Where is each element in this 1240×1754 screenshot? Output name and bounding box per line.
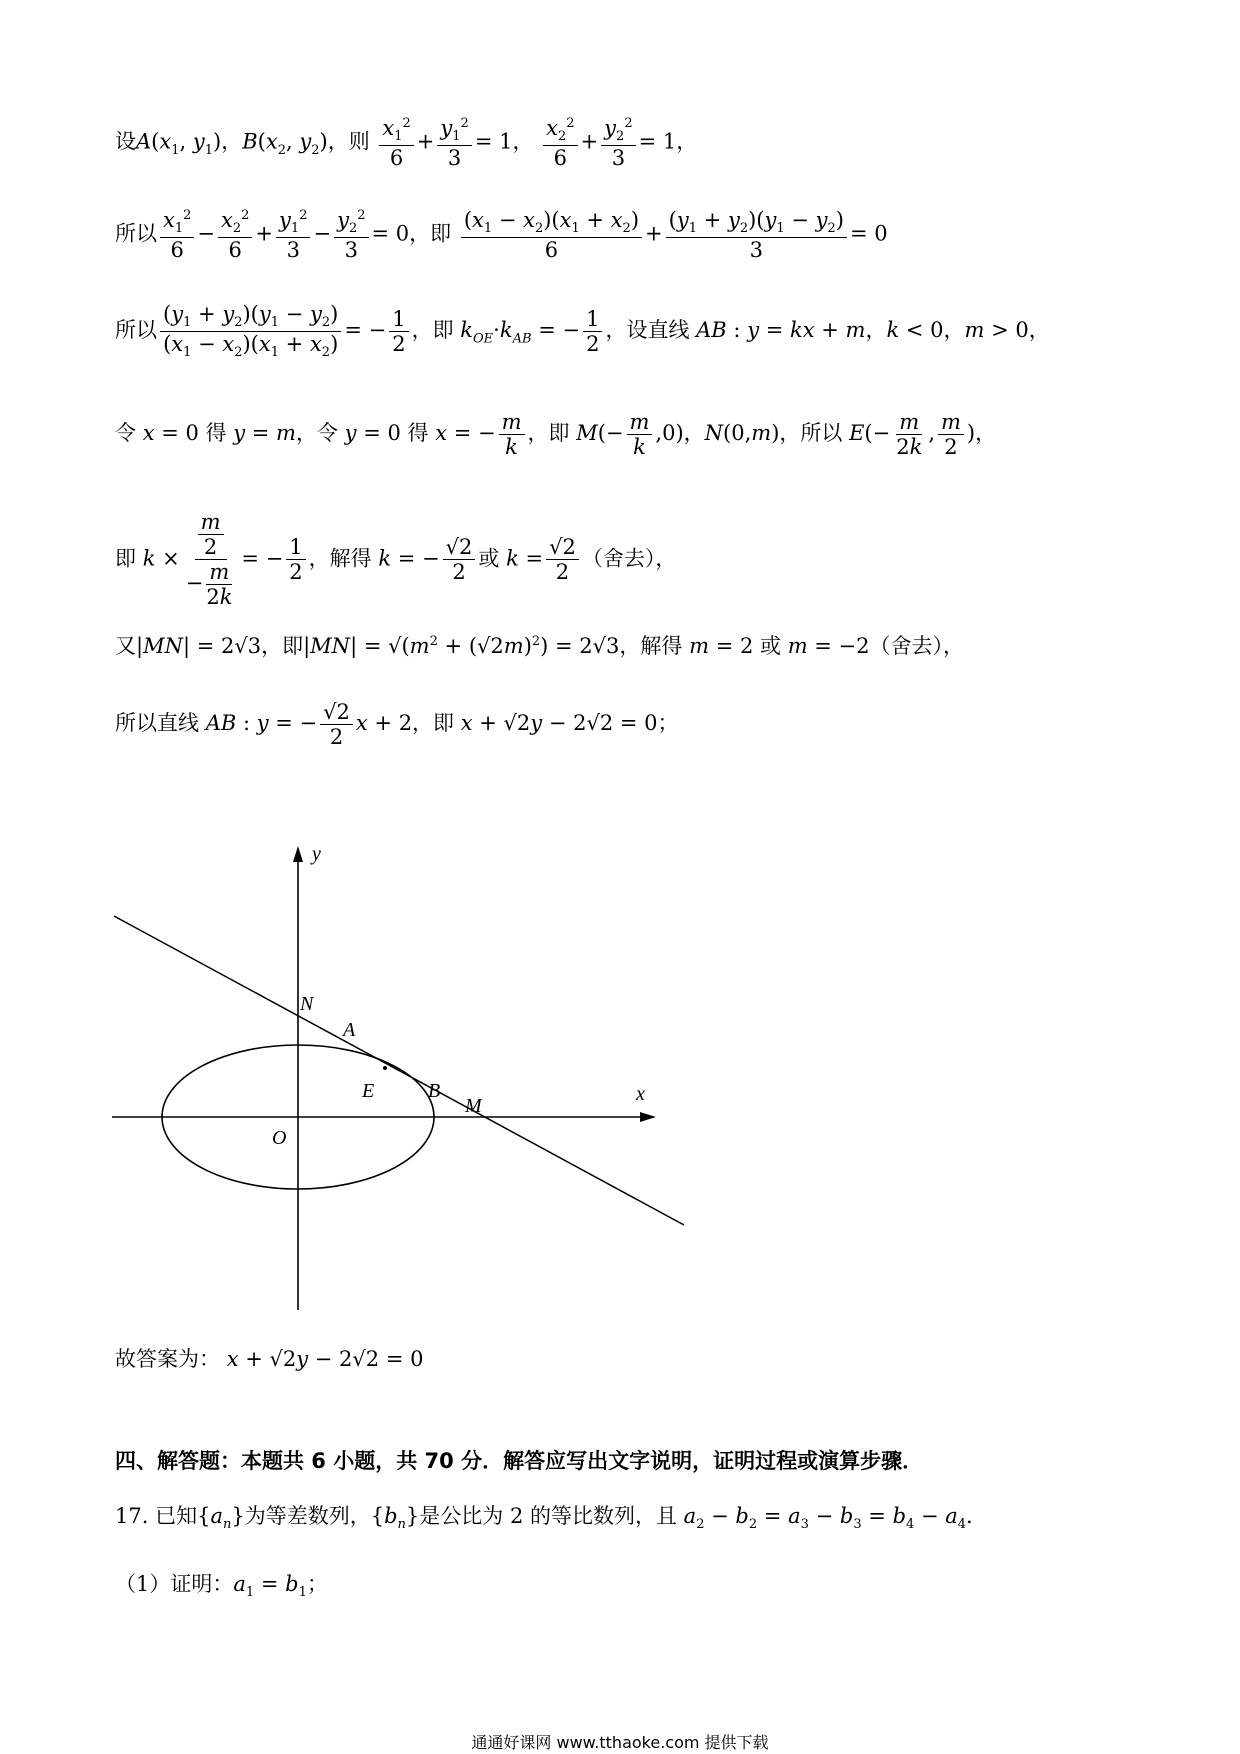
label-x: x bbox=[636, 1083, 645, 1105]
label-a: A bbox=[343, 1019, 356, 1041]
label-y: y bbox=[312, 843, 321, 865]
label-b: B bbox=[428, 1080, 441, 1102]
y-axis-arrow bbox=[293, 846, 303, 862]
solution-line-6: 又|MN| = 2√3，即$|MN| = √(m^2 + (√2m)^2) = 2√3$，解得 m = 2 或 m = −2（舍去）， bbox=[115, 634, 965, 658]
page-footer: 通通好课网 www.tthaoke.com 提供下载 bbox=[471, 1733, 769, 1752]
solution-line-2: 所以 $\frac{x_1^2}{6}$ − $\frac{x_2^2}{6}$ + $\frac{y_1^2}{3}$ − $\frac{y_2^2}{3}$ = 0，即 $\frac{(x_1 - x_2)(x_1 + x_2)}{6}$ + $\frac{(y_1 + y_2)(y_1 - y_2)}{3}$ = 0 bbox=[115, 208, 888, 263]
solution-line-7: 所以直线 AB : y = − $\frac{√2}{2}$ x + 2，即 x + √2y − 2√2 = 0； bbox=[115, 700, 679, 750]
solution-line-3: 所以 $\frac{(y_1 + y_2)(y_1 - y_2)}{(x_1 - x_2)(x_1 + x_2)}$ = − $\frac{1}{2}$ ，即 $k_{OE}\cdot k_{AB}$ = − $\frac{1}{2}$ ，设直线 AB : y = kx + m，k < 0，m > 0， bbox=[115, 302, 1050, 361]
solution-line-1: 设$A(x_1$, $y_1$)，$B(x_2$, $y_2$)，则 $\frac{x_1^2}{6}$ + $\frac{y_1^2}{3}$ = 1， $\frac{x_2^2}{6}$ + $\frac{y_2^2}{3}$ = 1， bbox=[115, 116, 698, 171]
question-17-part-1: （1）证明：$a_1 = b_1$； bbox=[115, 1572, 328, 1601]
solution-line-4: 令 x = 0 得 y = m，令 y = 0 得 x = − $\frac{m}{k}$ ，即 M(− $\frac{m}{k}$ ,0)，N(0,m)，所以 E(− $\frac{m}{2k}$ , $\frac{m}{2}$ )， bbox=[115, 410, 997, 460]
answer-line: 故答案为： x + √2y − 2√2 = 0 bbox=[115, 1347, 424, 1371]
question-17: 17. 已知$\{a_n\}$为等差数列，$\{b_n\}$是公比为 2 的等比数列，且 $a_2 - b_2 = a_3 - b_3 = b_4 - a_4$． bbox=[115, 1504, 988, 1533]
ellipse-line-figure bbox=[100, 840, 700, 1320]
label-o: O bbox=[272, 1127, 287, 1149]
label-e: E bbox=[362, 1080, 375, 1102]
x-axis-arrow bbox=[640, 1112, 656, 1122]
point-e bbox=[383, 1066, 387, 1070]
label-n: N bbox=[300, 993, 314, 1015]
solution-line-5: 即 k × $\frac{m}{2}$ − $\frac{m}{2k}$ = − $\frac{1}{2}$ ，解得 k = − $\frac{√2}{2}$ 或 k = $\frac{√2}{2}$ （舍去）， bbox=[115, 510, 677, 610]
section-heading: 四、解答题：本题共 6 小题，共 70 分．解答应写出文字说明，证明过程或演算步骤． bbox=[115, 1449, 924, 1473]
line-ab bbox=[114, 916, 684, 1225]
label-m: M bbox=[465, 1095, 482, 1117]
